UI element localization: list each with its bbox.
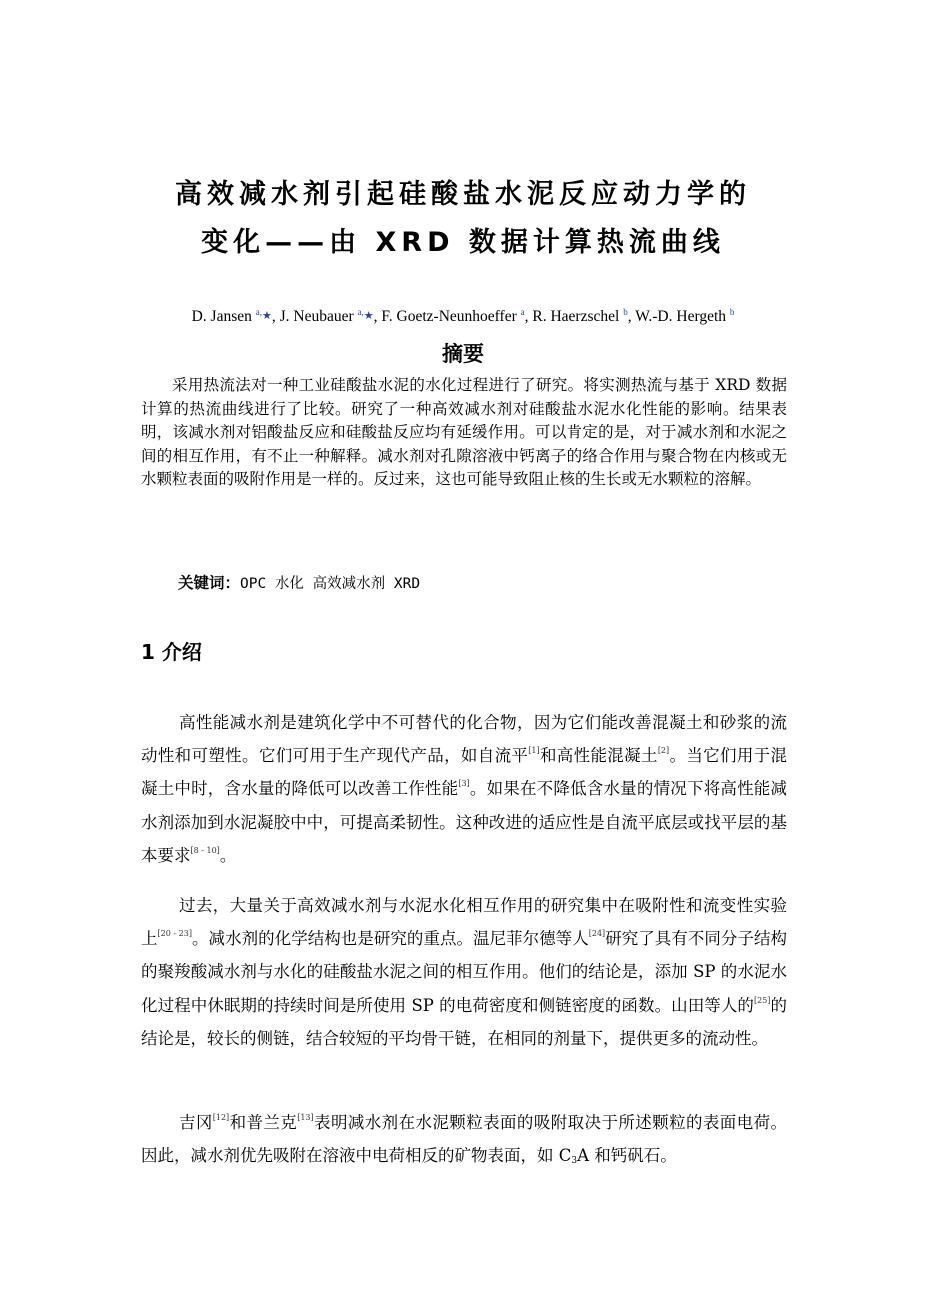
author-list xyxy=(60,308,866,326)
paragraph-text: 。如果在不降低含水量的情况下将高性能减水剂添加到水泥凝胶中中，可提高柔韧性。这种改进的适应性是自流平底层或找平层的基本要求 xyxy=(141,779,788,865)
author-separator: , xyxy=(373,308,382,325)
paper-title-line-2: 变化——由 XRD 数据计算热流曲线 xyxy=(201,227,725,258)
paragraph-text: 过去，大量关于高效减水剂与水泥水化相互作用的研究集中在吸附性和流变性实验上 xyxy=(141,896,787,949)
paragraph-text: 。 xyxy=(219,845,237,865)
citation-ref: [25] xyxy=(754,995,771,1005)
body-paragraph xyxy=(141,1106,787,1172)
author-affiliation: a xyxy=(520,307,525,317)
author-affiliation: b xyxy=(623,307,628,317)
paper-title-line-1: 高效减水剂引起硅酸盐水泥反应动力学的 xyxy=(175,179,751,210)
keywords-label: 关键词： xyxy=(178,574,241,592)
citation-ref: [8 - 10] xyxy=(190,845,220,855)
chemical-subscript: 3 xyxy=(571,1156,578,1167)
paragraph-text: A 和钙矾石。 xyxy=(577,1146,677,1166)
paragraph-text: 和普兰克 xyxy=(229,1113,298,1132)
paragraph-text: 和高性能混凝土 xyxy=(539,746,658,766)
paragraph-text: 。当它们用于混凝土中时，含水量的降低可以改善工作性能 xyxy=(141,746,788,799)
paragraph-text: 的结论是，较长的侧链，结合较短的平均骨干链，在相同的剂量下，提供更多的流动性。 xyxy=(141,995,787,1048)
paragraph-text: 。减水剂的化学结构也是研究的重点。温尼菲尔德等人 xyxy=(191,929,589,949)
citation-ref: [12] xyxy=(212,1113,230,1122)
paragraph-text: 表明减水剂在水泥颗粒表面的吸附取决于所述颗粒的表面电荷。因此，减水剂优先吸附在溶液中电荷相反的矿物表面，如 C xyxy=(141,1113,787,1166)
keywords-value: OPC 水化 高效减水剂 XRD xyxy=(240,576,421,592)
corresponding-author-star-icon: ★ xyxy=(262,310,272,322)
abstract-heading: 摘要 xyxy=(442,342,484,366)
author-separator: , xyxy=(627,308,636,325)
author-affiliation: a, xyxy=(357,307,364,317)
author-name: D. Jansen xyxy=(191,308,252,325)
citation-ref: [2] xyxy=(657,746,670,756)
author-name: R. Haerzschel xyxy=(532,308,620,325)
citation-ref: [1] xyxy=(528,746,540,756)
author-separator: , xyxy=(271,308,280,325)
paragraph-text: 研究了具有不同分子结构的聚羧酸减水剂与水化的硅酸盐水泥之间的相互作用。他们的结论是，添加 SP 的水泥水化过程中休眠期的持续时间是所使用 SP 的电荷密度和侧链密度的函数。山田等人的 xyxy=(141,929,788,1015)
section-heading: 1 介绍 xyxy=(141,640,202,664)
paragraph-text: 高性能减水剂是建筑化学中不可替代的化合物，因为它们能改善混凝土和砂浆的流动性和可塑性。它们可用于生产现代产品，如自流平 xyxy=(141,713,787,766)
author-affiliation: b xyxy=(729,307,735,317)
corresponding-author-star-icon: ★ xyxy=(363,310,374,322)
abstract-text: 采用热流法对一种工业硅酸盐水泥的水化过程进行了研究。将实测热流与基于 XRD 数据计算的热流曲线进行了比较。研究了一种高效减水剂对硅酸盐水泥水化性能的影响。结果表明，该减水剂对铝酸盐反应和硅酸盐反应均有延缓作用。可以肯定的是，对于减水剂和水泥之间的相互作用，有不止一种解释。减水剂对孔隙溶液中钙离子的络合作用与聚合物在内核或无水颗粒表面的吸附作用是一样的。反过来，这也可能导致阻止核的生长或无水颗粒的溶解。 xyxy=(141,376,787,488)
paragraph-text: 吉冈 xyxy=(178,1113,213,1132)
citation-ref: [3] xyxy=(458,779,470,789)
body-paragraph xyxy=(141,706,787,872)
author-name: F. Goetz-Neunhoeffer xyxy=(381,308,517,325)
body-paragraph xyxy=(141,889,787,1055)
author-name: W.-D. Hergeth xyxy=(635,308,727,325)
citation-ref: [13] xyxy=(297,1113,314,1122)
author-name: J. Neubauer xyxy=(279,308,354,325)
citation-ref: [24] xyxy=(588,929,606,939)
author-affiliation: a, xyxy=(255,307,263,317)
citation-ref: [20 - 23] xyxy=(157,929,192,939)
keywords xyxy=(178,571,420,593)
author-separator: , xyxy=(524,308,533,325)
